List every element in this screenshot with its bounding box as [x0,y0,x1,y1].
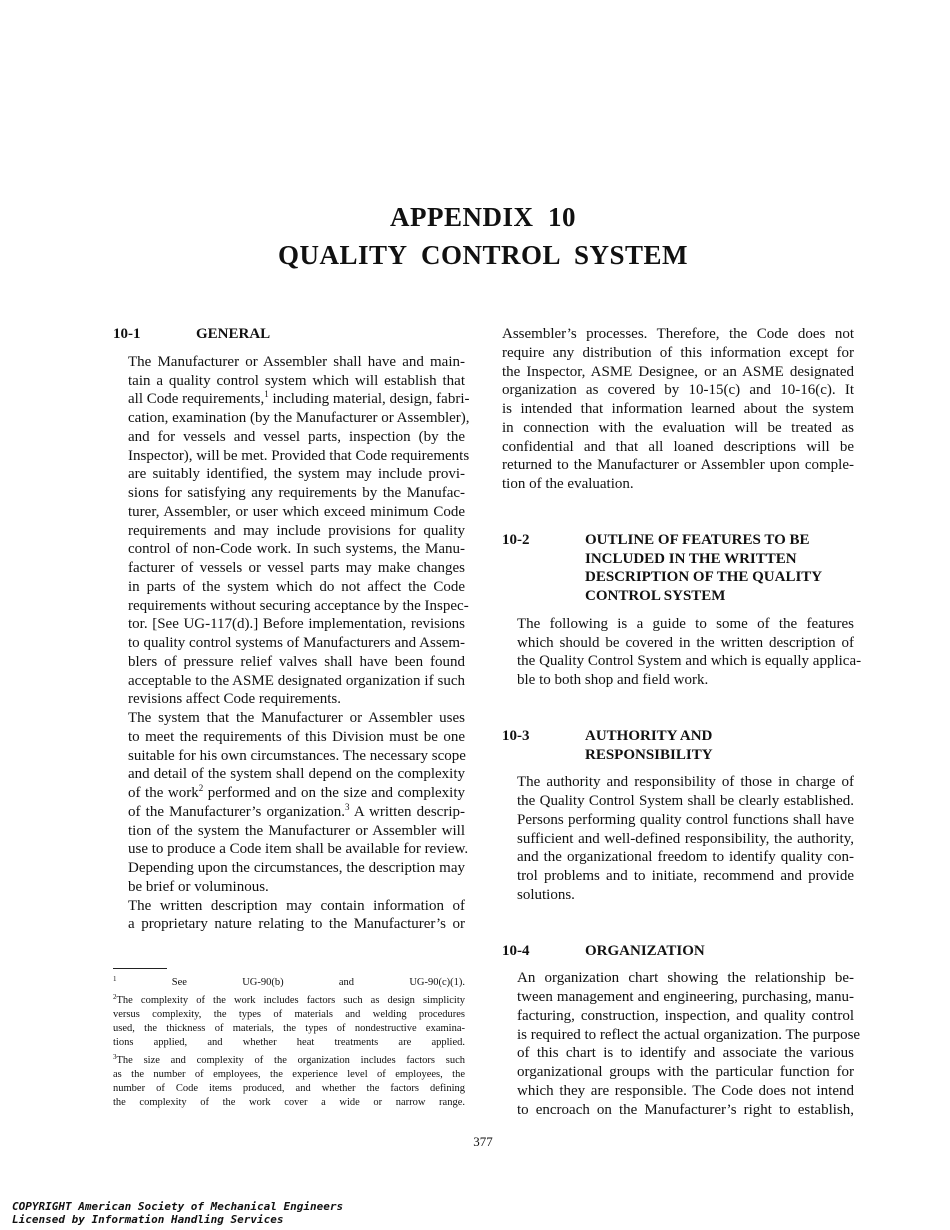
footnote-ref-2: 2 [198,783,204,793]
footnote-3: $^3$The size and complexity of the organization includes factors such as the number of employees, the experience level of employees, the number of Code items produced, and whether the factors defining the complexity of the work cover a wide or narrow range. [113,1053,465,1108]
page-number: 377 [473,1134,493,1149]
right-column [502,325,862,1119]
section-title: GENERAL [196,326,271,342]
paragraph-general-3: The written description may contain information of a proprietary nature relating to the Manufacturer’s or [128,897,465,933]
section-heading-10-3 [502,727,854,765]
left-column [113,325,470,934]
section-title-line: CONTROL SYSTEM [585,588,726,604]
paragraph-general-1: The Manufacturer or Assembler shall have and main- tain a quality control system which will establish that all Code requirements,$^1$ including material, design, fabri- cation, examination (by the Manufacturer or Assembler), and for vessels and vessel parts, inspection (by the Inspector), will be met. Provided that Code requirements are suitably identified, the system may include provi- sions for satisfying any requirements by the Manufac- turer, Assembler, or user which exceed minimum Code requirements and may include provisions for quality control of non-Code work. In such systems, the Manu- facturer of vessels or vessel parts may make changes in parts of the system which do not affect the Code requirements without securing acceptance by the Inspec- tor. [See UG-117(d).] Before implementation, revisions to quality control systems of Manufacturers and Assem- blers of pressure relief valves shall have been found acceptable to the ASME designated organization if such revisions affect Code requirements. [128,353,470,708]
section-number: 10-4 [502,942,530,959]
footnote-ref-1: 1 [264,389,269,400]
section-title-line: AUTHORITY AND [585,727,713,744]
footnote-rule [113,968,167,969]
appendix-title: QUALITY CONTROL SYSTEM [277,240,689,270]
footnote-mark: 2 [113,993,117,1001]
section-title-line: OUTLINE OF FEATURES TO BE [585,531,810,548]
paragraph-general-continued: Assembler’s processes. Therefore, the Code does not require any distribution of this information except for the Inspector, ASME Designee, or an ASME designated organization as covered by 10-15(c) and 10-16(c). It is intended that information learned about the system in connection with the evaluation will be treated as confidential and that all loaned descriptions will be returned to the Manufacturer or Assembler upon comple- tion of the evaluation. [502,326,854,492]
section-heading-10-2 [502,531,854,606]
copyright-line: COPYRIGHT American Society of Mechanical Engineers [12,1200,344,1213]
footnote-2: $^2$The complexity of the work includes factors such as design simplicity versus complexity, the types of materials and welding procedures used, the thickness of materials, the types of nondestructive examina- tions applied, and whether heat treatments are applied. [113,993,465,1048]
section-number: 10-3 [502,727,530,744]
section-title-line: DESCRIPTION OF THE QUALITY [585,569,823,586]
section-title: ORGANIZATION [585,942,705,959]
paragraph-general-2: The system that the Manufacturer or Assembler uses to meet the requirements of this Division must be one suitable for his own circumstances. The necessary scope and detail of the system shall depend on the complexity of the work$^2$ performed and on the size and complexity of the Manufacturer’s organization.$^3$ A written descrip- tion of the system the Manufacturer or Assembler will use to produce a Code item shall be available for review. Depending upon the circumstances, the description may be brief or voluminous. [128,710,469,895]
section-number: 10-2 [502,531,530,548]
footnote-1: $^1$ See UG-90(b) and UG-90(c)(1). [113,975,465,988]
section-number: 10-1 [113,326,141,342]
paragraph-authority: The authority and responsibility of those in charge of the Quality Control System shall be clearly established. Persons performing quality control functions shall have sufficient and well-defined responsibility, the authority, and the organizational freedom to identify quality con- trol problems and to initiate, recommend and provide solutions. [517,774,854,903]
paragraph-organization: An organization chart showing the relationship be- tween management and engineering, purchasing, manu- facturing, construction, inspection, and quality control is required to reflect the actual organization. The purpose of this chart is to identify and associate the various organizational groups with the particular function for which they are responsible. The Code does not intend to encroach on the Manufacturer’s right to establish, [517,970,861,1118]
license-line: Licensed by Information Handling Services [12,1213,284,1226]
section-title-line: RESPONSIBILITY [585,746,713,763]
footnote-mark: 3 [113,1053,117,1061]
footnote-mark: 1 [113,975,117,983]
section-heading-10-4 [502,942,854,961]
section-heading-10-1 [113,325,465,344]
footnote-ref-3: 3 [344,801,350,812]
appendix-heading: APPENDIX 10 [390,202,576,232]
section-title-line: INCLUDED IN THE WRITTEN [585,550,797,567]
paragraph-outline: The following is a guide to some of the features which should be covered in the written description of the Quality Control System and which is equally applica- ble to both shop and field work. [517,615,862,688]
